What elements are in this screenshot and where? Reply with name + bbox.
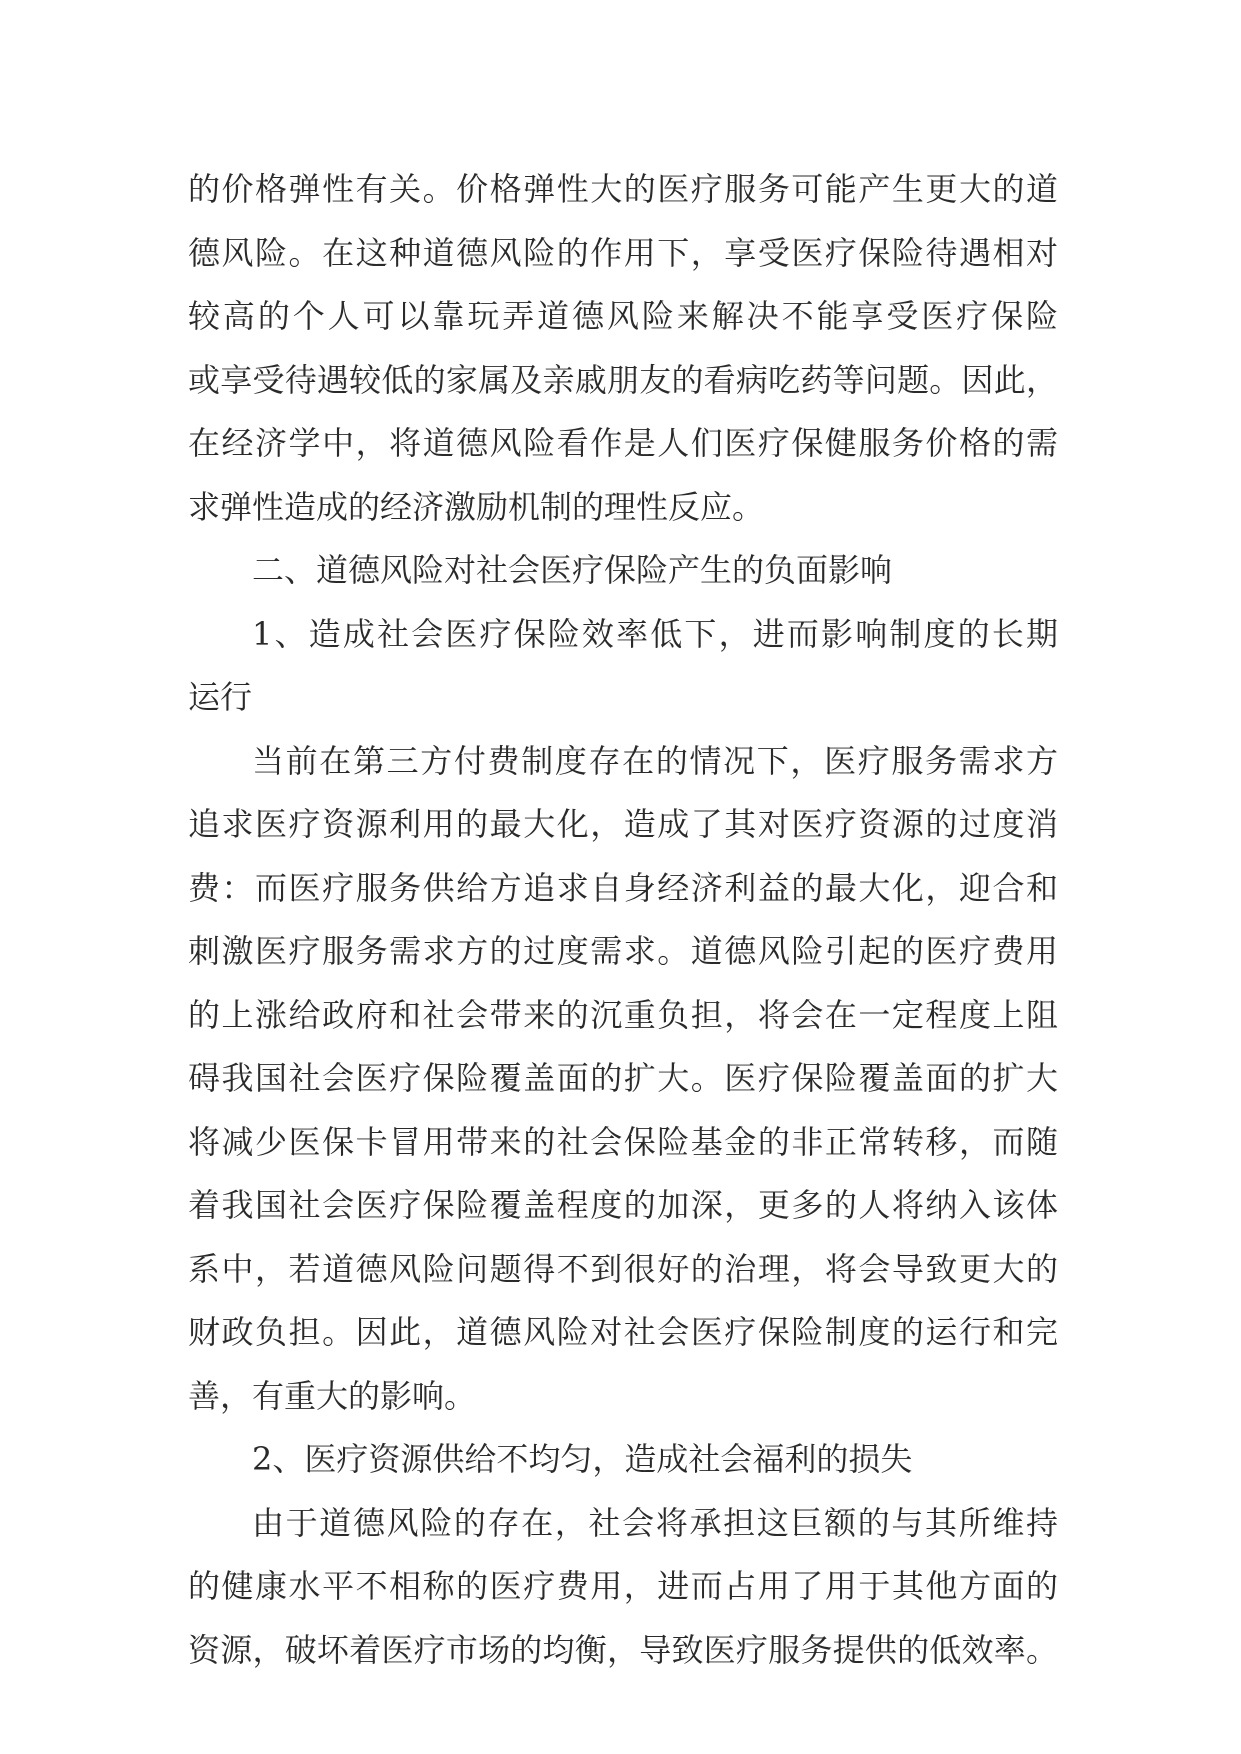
text-line: 追求医疗资源利用的最大化，造成了其对医疗资源的过度消 xyxy=(188,805,1058,843)
text-line: 的健康水平不相称的医疗费用，进而占用了用于其他方面的 xyxy=(188,1567,1058,1605)
text-line: 德风险。在这种道德风险的作用下，享受医疗保险待遇相对 xyxy=(188,233,1058,272)
text-line: 的价格弹性有关。价格弹性大的医疗服务可能产生更大的道 xyxy=(188,170,1058,208)
text-line: 系中，若道德风险问题得不到很好的治理，将会导致更大的 xyxy=(188,1249,1058,1288)
text-line: 或享受待遇较低的家属及亲戚朋友的看病吃药等问题。因此， xyxy=(188,360,1058,399)
text-line: 2、医疗资源供给不均匀，造成社会福利的损失 xyxy=(252,1440,913,1478)
text-line: 在经济学中，将道德风险看作是人们医疗保健服务价格的需 xyxy=(188,424,1058,462)
text-line: 着我国社会医疗保险覆盖程度的加深，更多的人将纳入该体 xyxy=(188,1186,1058,1224)
text-line: 刺激医疗服务需求方的过度需求。道德风险引起的医疗费用 xyxy=(188,932,1058,970)
text-line: 1、造成社会医疗保险效率低下，进而影响制度的长期 xyxy=(252,614,1058,653)
text-line: 财政负担。因此，道德风险对社会医疗保险制度的运行和完 xyxy=(188,1313,1058,1351)
text-line: 较高的个人可以靠玩弄道德风险来解决不能享受医疗保险 xyxy=(188,297,1058,335)
text-line: 资源，破坏着医疗市场的均衡，导致医疗服务提供的低效率。 xyxy=(188,1630,1058,1669)
text-line: 运行 xyxy=(188,678,253,716)
document-body xyxy=(188,158,1058,1682)
text-line: 将减少医保卡冒用带来的社会保险基金的非正常转移，而随 xyxy=(188,1122,1058,1161)
text-line: 二、道德风险对社会医疗保险产生的负面影响 xyxy=(252,551,893,589)
text-line: 碍我国社会医疗保险覆盖面的扩大。医疗保险覆盖面的扩大 xyxy=(188,1059,1058,1097)
text-line: 费：而医疗服务供给方追求自身经济利益的最大化，迎合和 xyxy=(188,868,1058,907)
text-line: 善，有重大的影响。 xyxy=(188,1376,477,1415)
text-line: 的上涨给政府和社会带来的沉重负担，将会在一定程度上阻 xyxy=(188,995,1058,1034)
text-line: 求弹性造成的经济激励机制的理性反应。 xyxy=(188,487,765,526)
text-line: 当前在第三方付费制度存在的情况下，医疗服务需求方 xyxy=(252,741,1058,780)
text-line: 由于道德风险的存在，社会将承担这巨额的与其所维持 xyxy=(252,1503,1058,1542)
